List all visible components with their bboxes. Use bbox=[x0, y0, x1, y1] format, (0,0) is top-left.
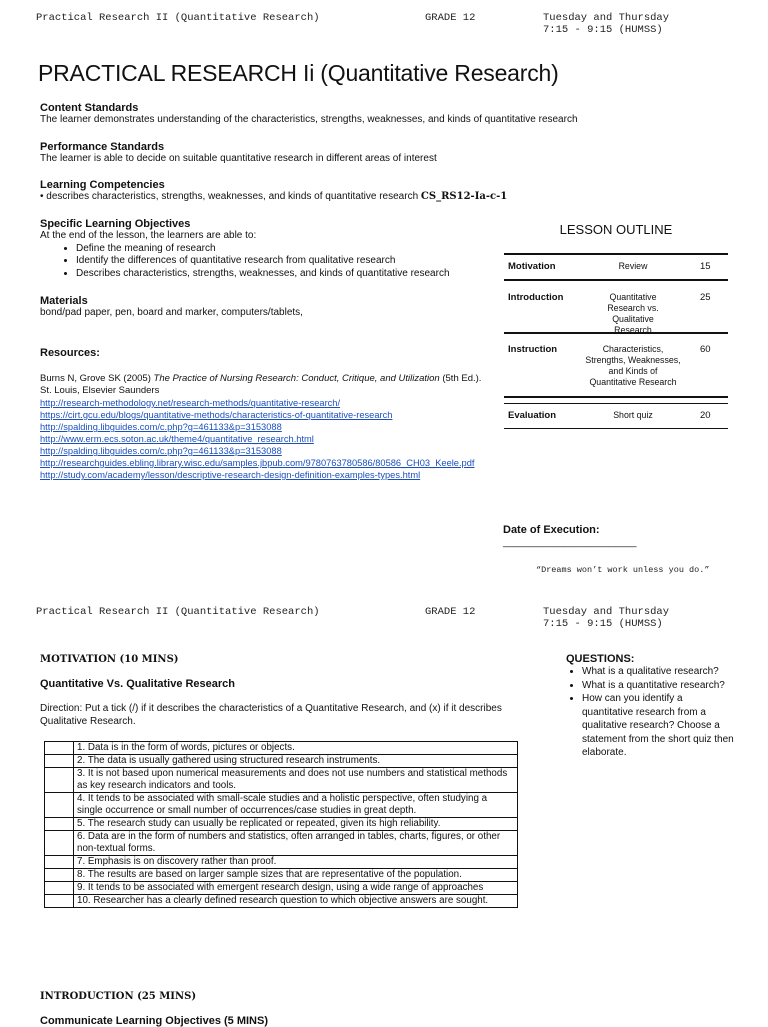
statement-cell: 6. Data are in the form of numbers and statistics, often arranged in tables, charts, figures, or other non-textual forms. bbox=[74, 831, 518, 856]
table-row bbox=[45, 882, 518, 895]
header-time-p2: 7:15 - 9:15 (HUMSS) bbox=[543, 618, 663, 630]
date-of-execution-line: ________________________ bbox=[503, 537, 637, 548]
outline-label: Introduction bbox=[508, 292, 564, 303]
content-standards-section bbox=[40, 102, 640, 127]
answer-cell[interactable] bbox=[45, 742, 74, 755]
header-grade: GRADE 12 bbox=[425, 12, 476, 24]
outline-row-evaluation bbox=[504, 403, 728, 429]
table-row bbox=[45, 856, 518, 869]
objectives-heading: Specific Learning Objectives bbox=[40, 218, 191, 230]
resource-link[interactable]: http://spalding.libguides.com/c.php?g=461133&p=3153088 bbox=[40, 422, 282, 432]
performance-standards-text: The learner is able to decide on suitable quantitative research in different areas of interest bbox=[40, 153, 437, 164]
answer-cell[interactable] bbox=[45, 895, 74, 908]
answer-cell[interactable] bbox=[45, 793, 74, 818]
citation-publisher: St. Louis, Elsevier Saunders bbox=[40, 385, 160, 396]
resource-link[interactable]: http://research-methodology.net/research-methods/quantitative-research/ bbox=[40, 398, 341, 408]
question-item: • How can you identify a quantitative research from a qualitative research? Choose a statement from the short quiz then elaborate. bbox=[582, 692, 736, 760]
header-days-p2: Tuesday and Thursday bbox=[543, 606, 670, 618]
introduction-heading: INTRODUCTION (25 MINS) bbox=[40, 991, 197, 1002]
learning-competencies-text: • describes characteristics, strengths, weaknesses, and kinds of quantitative research bbox=[40, 191, 419, 202]
statements-table bbox=[44, 741, 518, 908]
learning-competencies-heading: Learning Competencies bbox=[40, 179, 165, 191]
outline-activity: Review bbox=[618, 261, 648, 271]
citation-title: The Practice of Nursing Research: Conduct, Critique, and Utilization bbox=[153, 373, 440, 384]
content-standards-heading: Content Standards bbox=[40, 102, 139, 114]
answer-cell[interactable] bbox=[45, 882, 74, 895]
resource-link[interactable]: http://spalding.libguides.com/c.php?g=461133&p=3153088 bbox=[40, 446, 282, 456]
resource-link[interactable]: http://researchguides.ebling.library.wisc.edu/samples.jbpub.com/9780763780586/80586_CH03_Keele.pdf bbox=[40, 458, 475, 468]
resource-link[interactable]: http://study.com/academy/lesson/descriptive-research-design-definition-examples-types.html bbox=[40, 470, 421, 480]
outline-row-instruction bbox=[504, 334, 728, 398]
outline-minutes: 15 bbox=[700, 261, 711, 272]
quant-vs-qual-heading: Quantitative Vs. Qualitative Research bbox=[40, 678, 236, 690]
questions-section bbox=[566, 653, 736, 760]
statement-cell: 7. Emphasis is on discovery rather than proof. bbox=[74, 856, 518, 869]
communicate-objectives-heading: Communicate Learning Objectives (5 MINS) bbox=[40, 1015, 268, 1027]
answer-cell[interactable] bbox=[45, 831, 74, 856]
statement-cell: 10. Researcher has a clearly defined research question to which objective answers are sought. bbox=[74, 895, 518, 908]
header-time: 7:15 - 9:15 (HUMSS) bbox=[543, 24, 663, 36]
statement-cell: 8. The results are based on larger sample sizes that are representative of the population. bbox=[74, 869, 518, 882]
performance-standards-section bbox=[40, 141, 640, 166]
questions-list bbox=[566, 665, 736, 760]
answer-cell[interactable] bbox=[45, 755, 74, 768]
statement-cell: 3. It is not based upon numerical measurements and does not use numbers and statistical methods as key research indicators and tools. bbox=[74, 768, 518, 793]
citation-authors: Burns N, Grove SK (2005) bbox=[40, 373, 154, 384]
table-row bbox=[45, 742, 518, 755]
question-item: • What is a qualitative research? bbox=[582, 665, 736, 679]
header-course-p2: Practical Research II (Quantitative Research) bbox=[36, 606, 320, 618]
outline-activity: Quantitative Research vs. Qualitative Research bbox=[607, 292, 659, 335]
motivation-heading: MOTIVATION (10 MINS) bbox=[40, 654, 179, 665]
resource-link[interactable]: http://www.erm.ecs.soton.ac.uk/theme4/quantitative_research.html bbox=[40, 434, 314, 444]
citation-edition: (5th Ed.). bbox=[439, 373, 482, 384]
content-standards-text: The learner demonstrates understanding of the characteristics, strengths, weaknesses, and kinds of quantitative research bbox=[40, 114, 578, 125]
objectives-intro: At the end of the lesson, the learners are able to: bbox=[40, 230, 257, 241]
date-of-execution-label: Date of Execution: bbox=[503, 524, 600, 536]
resources-heading: Resources: bbox=[40, 347, 100, 359]
header-days: Tuesday and Thursday bbox=[543, 12, 670, 24]
resources-list bbox=[40, 373, 510, 481]
header-course: Practical Research II (Quantitative Research) bbox=[36, 12, 320, 24]
outline-row-introduction bbox=[504, 281, 728, 334]
outline-minutes: 60 bbox=[700, 344, 711, 355]
questions-heading: QUESTIONS: bbox=[566, 653, 635, 665]
statement-cell: 2. The data is usually gathered using structured research instruments. bbox=[74, 755, 518, 768]
table-row bbox=[45, 768, 518, 793]
answer-cell[interactable] bbox=[45, 768, 74, 793]
materials-section bbox=[40, 295, 500, 320]
table-row bbox=[45, 831, 518, 856]
learning-competencies-section bbox=[40, 179, 640, 204]
answer-cell[interactable] bbox=[45, 818, 74, 831]
objectives-list bbox=[40, 243, 500, 281]
performance-standards-heading: Performance Standards bbox=[40, 141, 165, 153]
materials-heading: Materials bbox=[40, 295, 88, 307]
page-title: PRACTICAL RESEARCH Ii (Quantitative Research) bbox=[38, 60, 559, 86]
materials-text: bond/pad paper, pen, board and marker, computers/tablets, bbox=[40, 307, 303, 318]
table-row bbox=[45, 793, 518, 818]
table-row bbox=[45, 755, 518, 768]
lesson-outline-heading: LESSON OUTLINE bbox=[559, 222, 673, 237]
table-row bbox=[45, 895, 518, 908]
quote: “Dreams won’t work unless you do.” bbox=[536, 565, 710, 575]
objective-item: • Identify the differences of quantitative research from qualitative research bbox=[76, 255, 500, 268]
objectives-section bbox=[40, 218, 500, 280]
statement-cell: 4. It tends to be associated with small-scale studies and a holistic perspective, often studying a single occurrence or small number of occurrences/case studies in great depth. bbox=[74, 793, 518, 818]
objective-item: • Describes characteristics, strengths, weaknesses, and kinds of quantitative research bbox=[76, 268, 500, 281]
outline-label: Evaluation bbox=[508, 410, 557, 421]
table-row bbox=[45, 869, 518, 882]
objective-item: • Define the meaning of research bbox=[76, 243, 500, 256]
outline-label: Motivation bbox=[508, 261, 556, 272]
statement-cell: 1. Data is in the form of words, pictures or objects. bbox=[74, 742, 518, 755]
statement-cell: 5. The research study can usually be replicated or repeated, given its high reliability. bbox=[74, 818, 518, 831]
direction-text: Direction: Put a tick (/) if it describes the characteristics of a Quantitative Research, and (x) if it describes Qualitative Research. bbox=[40, 703, 502, 727]
outline-row-motivation bbox=[504, 255, 728, 281]
outline-activity: Short quiz bbox=[613, 410, 653, 420]
table-row bbox=[45, 818, 518, 831]
competency-code: CS_RS12-Ia-c-1 bbox=[420, 191, 508, 202]
question-item: • What is a quantitative research? bbox=[582, 679, 736, 693]
outline-minutes: 25 bbox=[700, 292, 711, 303]
outline-label: Instruction bbox=[508, 344, 558, 355]
outline-activity: Characteristics, Strengths, Weaknesses, and Kinds of Quantitative Research bbox=[585, 344, 681, 387]
header-grade-p2: GRADE 12 bbox=[425, 606, 476, 618]
outline-minutes: 20 bbox=[700, 410, 711, 421]
answer-cell[interactable] bbox=[45, 869, 74, 882]
answer-cell[interactable] bbox=[45, 856, 74, 869]
statement-cell: 9. It tends to be associated with emergent research design, using a wide range of approaches bbox=[74, 882, 518, 895]
resource-link[interactable]: https://cirt.gcu.edu/blogs/quantitative-methods/characteristics-of-quantitative-research bbox=[40, 410, 393, 420]
